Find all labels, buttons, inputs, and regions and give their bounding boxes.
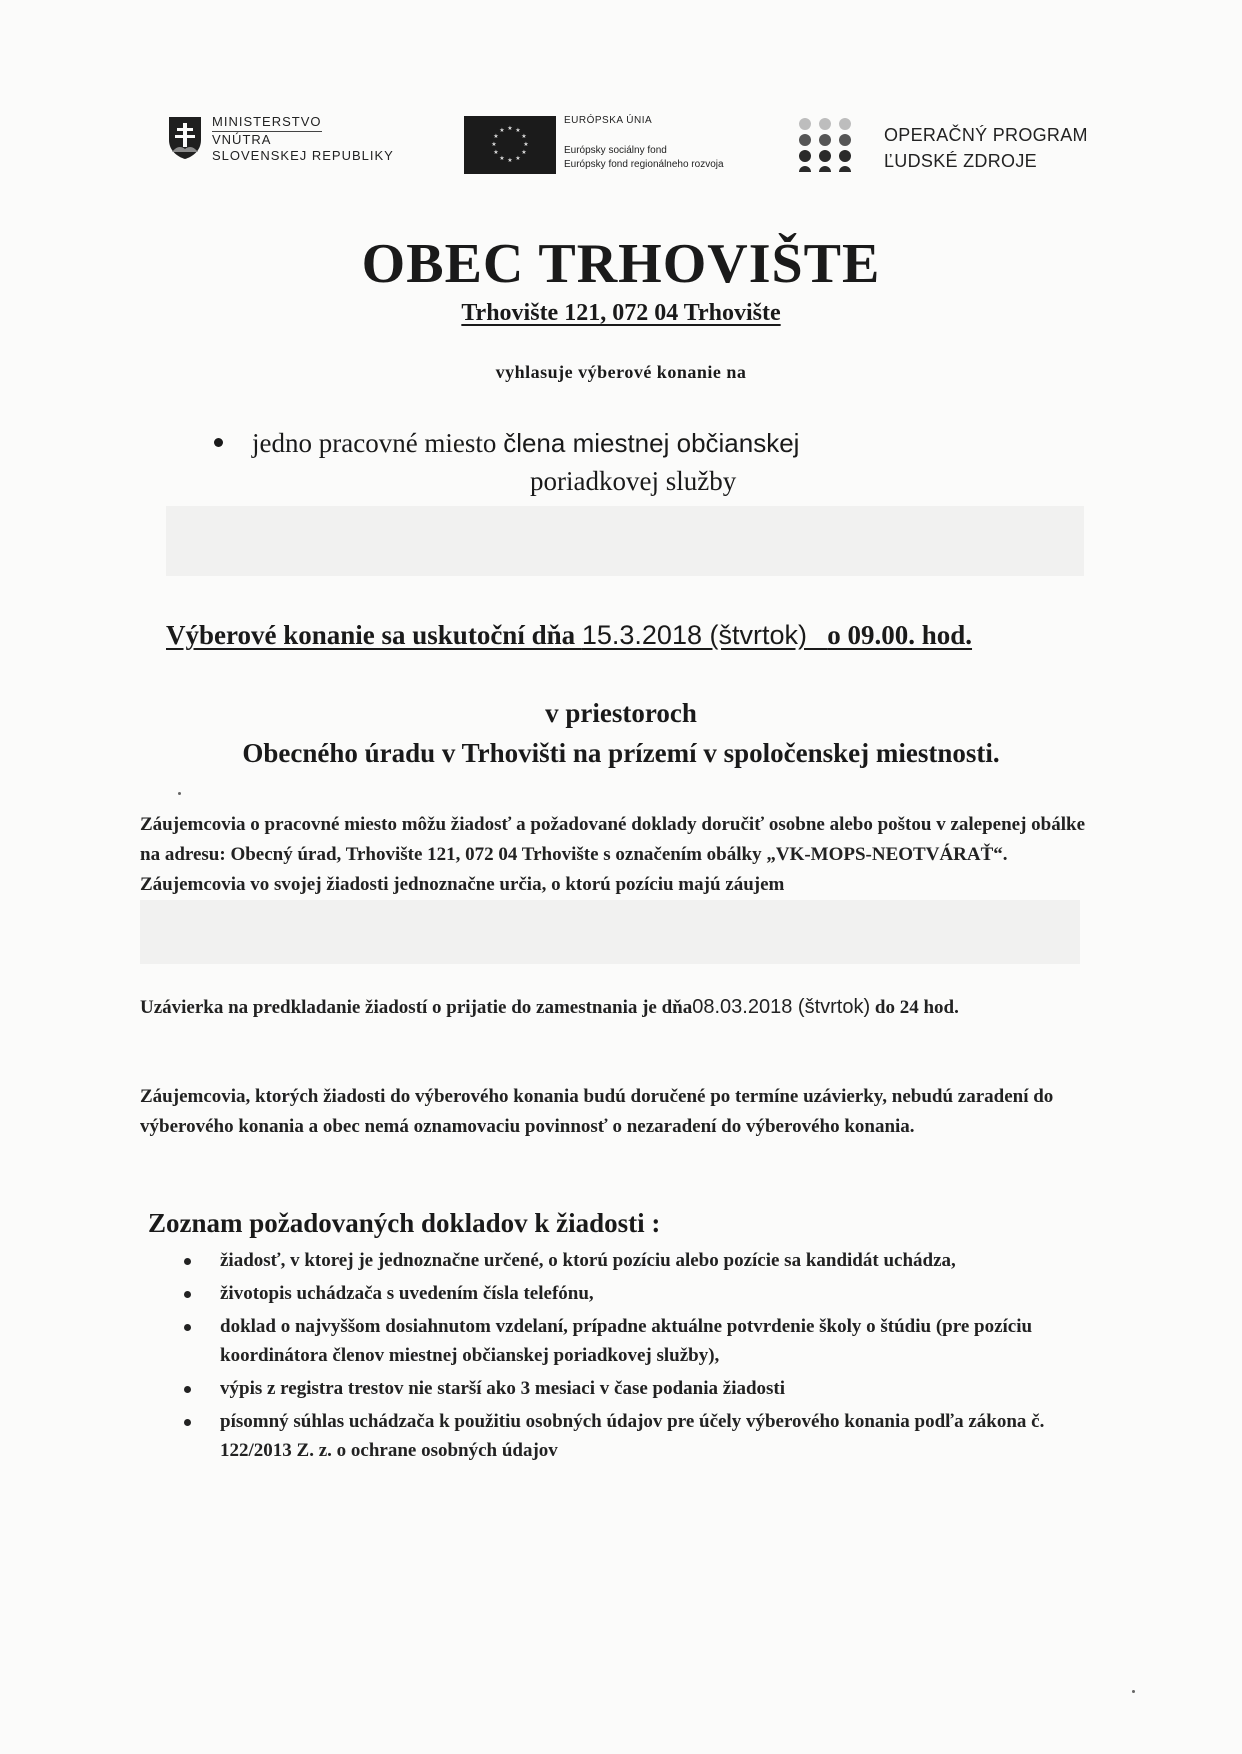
position-text-part1: jedno pracovné miesto <box>252 428 504 458</box>
eu-logo <box>464 114 774 174</box>
svg-text:★: ★ <box>493 149 499 156</box>
selection-date: 15.3.2018 (štvrtok) <box>581 620 807 650</box>
scan-speck <box>178 792 181 795</box>
eu-flag-icon <box>464 116 556 174</box>
svg-text:★: ★ <box>515 127 521 134</box>
list-item: žiadosť, v ktorej je jednoznačne určené, o ktorú pozíciu alebo pozície sa kandidát uchádza, <box>176 1246 1076 1275</box>
svg-text:★: ★ <box>491 141 497 148</box>
bullet-icon <box>214 438 223 447</box>
position-text-part2: člena miestnej občianskej <box>503 428 800 458</box>
page-title: OBEC TRHOVIŠTE <box>361 233 881 295</box>
date-line-prefix: Výberové konanie sa uskutoční dňa <box>166 620 582 650</box>
dot-grid-logo-icon <box>796 116 856 172</box>
svg-text:★: ★ <box>499 155 505 162</box>
svg-text:★: ★ <box>521 149 527 156</box>
ministry-logo <box>168 114 418 184</box>
list-item: životopis uchádzača s uvedením čísla telefónu, <box>176 1279 1076 1308</box>
svg-text:★: ★ <box>493 133 499 140</box>
ministry-name-line2: VNÚTRA <box>212 132 272 147</box>
municipality-address: Trhovište 121, 072 04 Trhovište <box>461 300 781 326</box>
bullet-icon <box>184 1324 191 1331</box>
scan-shade <box>140 900 1080 964</box>
list-item: písomný súhlas uchádzača k použitiu osobných údajov pre účely výberového konania podľa zákona č. 122/2013 Z. z. o ochrane osobných údajov <box>176 1407 1076 1465</box>
slovak-coat-of-arms-icon <box>168 116 202 160</box>
list-item: doklad o najvyššom dosiahnutom vzdelaní, prípadne aktuálne potvrdenie školy o štúdiu (pre pozíciu koordinátora členov miestnej občianskej poriadkovej služby), <box>176 1312 1076 1370</box>
deadline-paragraph: Uzávierka na predkladanie žiadostí o prijatie do zamestnania je dňa08.03.2018 (štvrtok) do 24 hod. <box>140 996 959 1018</box>
announcement-intro: vyhlasuje výberové konanie na <box>495 362 747 382</box>
op-name-line2: ĽUDSKÉ ZDROJE <box>884 151 1037 171</box>
bullet-icon <box>184 1419 191 1426</box>
selection-date-line <box>166 620 972 651</box>
submission-paragraph: Záujemcovia o pracovné miesto môžu žiadosť a požadované doklady doručiť osobne alebo poštou v zalepenej obálke na adresu: Obecný úrad, Trhovište 121, 072 04 Trhovište s označením obálky „VK-MOPS-NEOTVÁRAŤ“. Záujemcovia vo svojej žiadosti jednoznačne určia, o ktorú pozíciu majú záujem <box>140 814 1086 895</box>
bullet-icon <box>184 1386 191 1393</box>
position-text-line2: poriadkovej služby <box>530 466 737 496</box>
svg-text:★: ★ <box>499 127 505 134</box>
op-name-line1: OPERAČNÝ PROGRAM <box>884 125 1088 145</box>
scan-shade <box>166 506 1084 576</box>
deadline-date: 08.03.2018 (štvrtok) <box>692 996 871 1018</box>
svg-text:★: ★ <box>523 141 529 148</box>
svg-text:★: ★ <box>515 155 521 162</box>
scan-speck <box>1132 1690 1135 1693</box>
svg-text:★: ★ <box>507 125 513 132</box>
eu-title: EURÓPSKA ÚNIA <box>564 115 653 126</box>
operational-program-logo <box>796 116 1096 176</box>
list-item: výpis z registra trestov nie starší ako 3 mesiaci v čase podania žiadosti <box>176 1374 1076 1403</box>
selection-time: o 09.00. hod. <box>827 620 973 650</box>
ministry-name-line1: MINISTERSTVO <box>212 114 322 132</box>
eu-fund-regional: Európsky fond regionálneho rozvoja <box>564 159 724 170</box>
ministry-name-line3: SLOVENSKEJ REPUBLIKY <box>212 148 394 163</box>
bullet-icon <box>184 1258 191 1265</box>
late-submission-paragraph: Záujemcovia, ktorých žiadosti do výberového konania budú doručené po termíne uzávierky, nebudú zaradení do výberového konania a obec nemá oznamovaciu povinnosť o nezaradení do výberového konania. <box>140 1086 1054 1137</box>
documents-list-title: Zoznam požadovaných dokladov k žiadosti : <box>148 1208 661 1238</box>
bullet-icon <box>184 1291 191 1298</box>
location-line1: v priestoroch <box>545 698 697 728</box>
svg-text:★: ★ <box>521 133 527 140</box>
svg-text:★: ★ <box>507 157 513 164</box>
eu-fund-social: Európsky sociálny fond <box>564 145 667 156</box>
documents-list <box>176 1246 1076 1469</box>
location-line2: Obecného úradu v Trhovišti na prízemí v spoločenskej miestnosti. <box>242 738 1000 768</box>
